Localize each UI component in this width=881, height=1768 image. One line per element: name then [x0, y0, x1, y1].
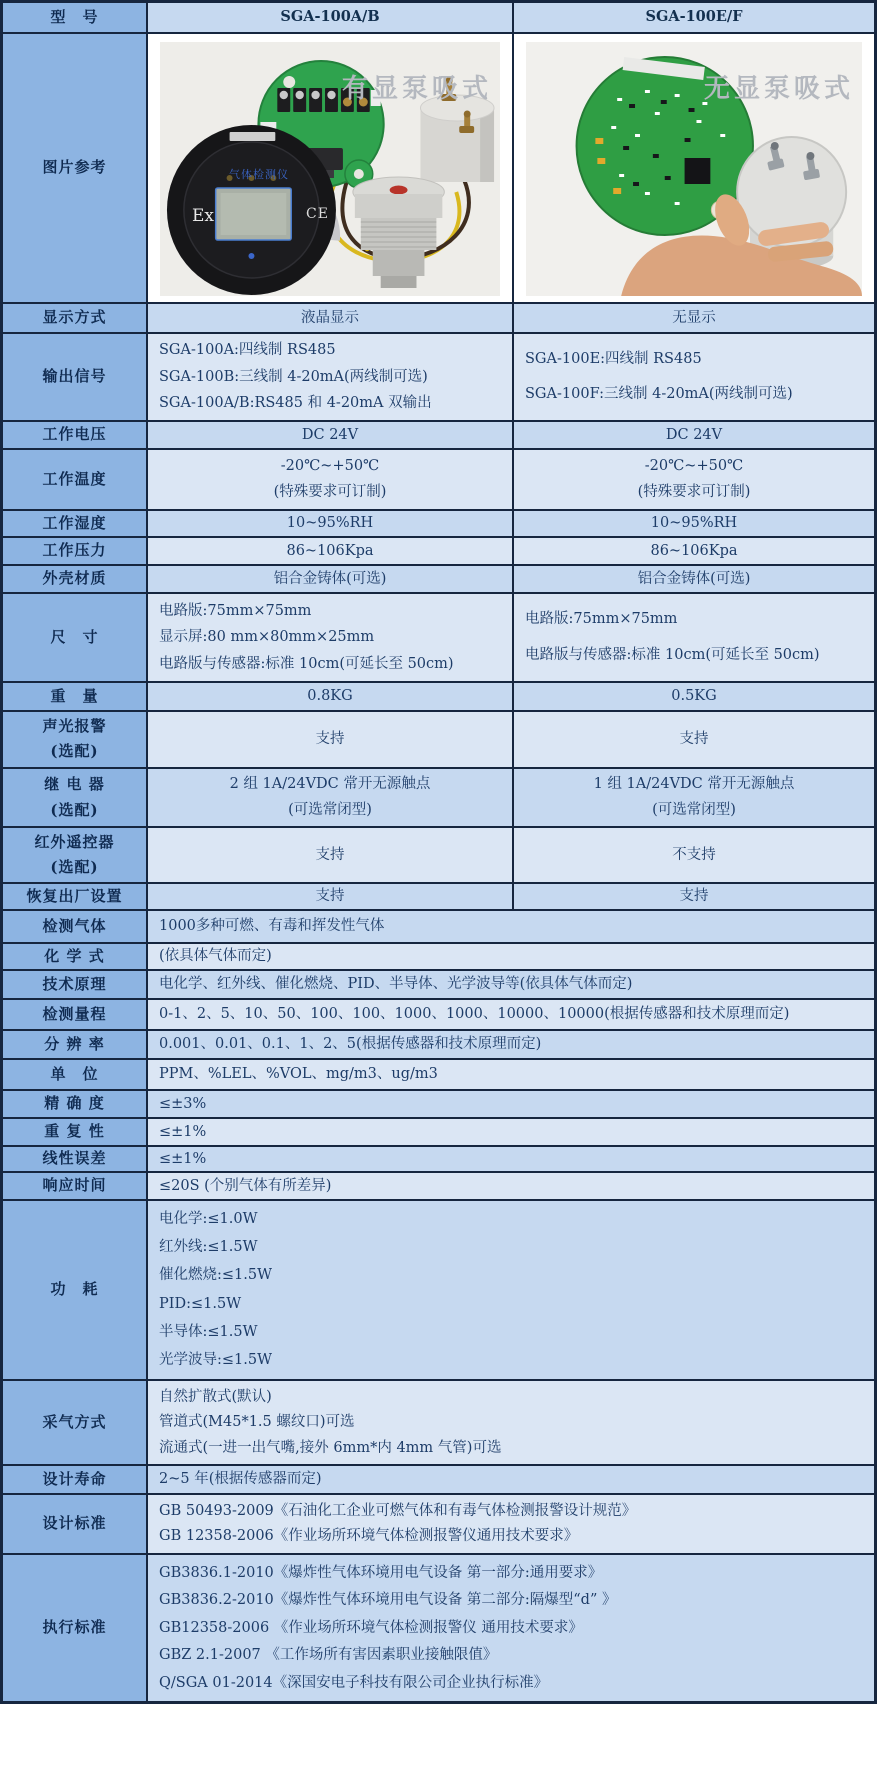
value-cell-a — [148, 884, 514, 909]
value-cell-b — [514, 683, 874, 710]
row-label: 红外遥控器 (选配) — [3, 828, 148, 882]
value-cell-a — [148, 769, 514, 826]
spec-value: 10~95%RH — [286, 515, 374, 532]
header-model-label-cell — [3, 3, 148, 32]
value-cell-full — [148, 1147, 874, 1171]
spec-value: 支持 — [679, 731, 709, 748]
spec-value: SGA-100A/B:RS485 和 4-20mA 双输出 — [159, 394, 432, 411]
spec-value: PID:≤1.5W — [159, 1295, 242, 1312]
value-cell-a — [148, 712, 514, 767]
value-cell-b — [514, 304, 874, 332]
spec-value: 不支持 — [672, 846, 716, 863]
spec-value: 支持 — [315, 731, 345, 748]
table-row — [3, 911, 874, 944]
value-cell-a — [148, 422, 514, 448]
spec-value: SGA-100B:三线制 4-20mA(两线制可选) — [159, 368, 428, 385]
spec-value: 无显示 — [672, 309, 716, 326]
spec-value: 0.8KG — [307, 688, 353, 705]
row-label: 设计标准 — [3, 1495, 148, 1553]
row-label: 工作湿度 — [3, 511, 148, 536]
row-label: 响应时间 — [3, 1173, 148, 1199]
value-cell-full — [148, 971, 874, 998]
row-label: 工作温度 — [3, 450, 148, 509]
spec-value: 半导体:≤1.5W — [159, 1323, 258, 1340]
value-cell-a — [148, 511, 514, 536]
header-model-a-cell — [148, 3, 514, 32]
image-row — [3, 34, 874, 304]
value-cell-b — [514, 566, 874, 592]
model-b-name: SGA-100E/F — [645, 8, 743, 26]
value-cell-b — [514, 712, 874, 767]
row-label: 继 电 器 (选配) — [3, 769, 148, 826]
value-cell-full — [148, 1031, 874, 1058]
value-cell-b — [514, 450, 874, 509]
spec-value: ≤±1% — [159, 1123, 207, 1140]
row-label: 化 学 式 — [3, 944, 148, 969]
spec-value: 86~106Kpa — [650, 542, 738, 559]
spec-value: 光学波导:≤1.5W — [159, 1351, 272, 1368]
value-cell-full — [148, 1000, 874, 1029]
spec-value: SGA-100F:三线制 4-20mA(两线制可选) — [525, 386, 793, 403]
spec-value: 支持 — [679, 888, 709, 905]
spec-value: (可选常闭型) — [288, 801, 372, 818]
spec-value: Q/SGA 01-2014《深国安电子科技有限公司企业执行标准》 — [159, 1674, 549, 1691]
value-cell-full — [148, 1201, 874, 1379]
ce-mark: CE — [306, 206, 329, 222]
spec-value: 电路版:75mm×75mm — [525, 611, 678, 628]
header-model-b-cell — [514, 3, 874, 32]
table-row — [3, 1495, 874, 1555]
value-cell-b — [514, 538, 874, 564]
photo-cell-sga100ef — [514, 34, 874, 302]
table-row — [3, 1147, 874, 1173]
spec-value: 0.5KG — [671, 688, 717, 705]
spec-value: (特殊要求可订制) — [637, 484, 751, 501]
spec-value: 电路版:75mm×75mm — [159, 602, 312, 619]
spec-value: ≤±1% — [159, 1150, 207, 1167]
row-label: 检测气体 — [3, 911, 148, 942]
table-row — [3, 511, 874, 538]
row-label: 声光报警 (选配) — [3, 712, 148, 767]
spec-value: GB12358-2006 《作业场所环境气体检测报警仪 通用技术要求》 — [159, 1619, 583, 1636]
value-cell-full — [148, 1466, 874, 1493]
row-label: 线性误差 — [3, 1147, 148, 1171]
value-cell-b — [514, 884, 874, 909]
spec-value: 自然扩散式(默认) — [159, 1388, 272, 1405]
value-cell-a — [148, 304, 514, 332]
row-label: 检测量程 — [3, 1000, 148, 1029]
spec-value: PPM、%LEL、%VOL、mg/m3、ug/m3 — [159, 1066, 438, 1083]
spec-value: (特殊要求可订制) — [273, 484, 387, 501]
value-cell-b — [514, 511, 874, 536]
spec-value: 电化学:≤1.0W — [159, 1211, 258, 1228]
spec-value: DC 24V — [301, 426, 359, 443]
value-cell-full — [148, 1119, 874, 1145]
table-row — [3, 1555, 874, 1701]
value-cell-full — [148, 911, 874, 942]
value-cell-full — [148, 1091, 874, 1117]
spec-value: GB 12358-2006《作业场所环境气体检测报警仪通用技术要求》 — [159, 1528, 579, 1545]
spec-value: ≤20S (个别气体有所差异) — [159, 1177, 332, 1194]
ex-mark: Ex — [192, 206, 214, 226]
row-label: 工作压力 — [3, 538, 148, 564]
value-cell-a — [148, 594, 514, 681]
spec-value: 铝合金铸体(可选) — [273, 570, 387, 587]
spec-value: 铝合金铸体(可选) — [637, 570, 751, 587]
value-cell-b — [514, 422, 874, 448]
spec-value: 2~5 年(根据传感器而定) — [159, 1471, 322, 1488]
spec-value: 电化学、红外线、催化燃烧、PID、半导体、光学波导等(依具体气体而定) — [159, 976, 633, 993]
value-cell-b — [514, 769, 874, 826]
table-row — [3, 1060, 874, 1091]
spec-value: -20℃~+50℃ — [644, 458, 744, 475]
row-label: 采气方式 — [3, 1381, 148, 1464]
value-cell-full — [148, 1060, 874, 1089]
row-label: 尺 寸 — [3, 594, 148, 681]
spec-value: 支持 — [315, 888, 345, 905]
row-label: 显示方式 — [3, 304, 148, 332]
photo-cell-sga100ab — [148, 34, 514, 302]
spec-value: GBZ 2.1-2007 《工作场所有害因素职业接触限值》 — [159, 1647, 498, 1664]
value-cell-a — [148, 334, 514, 420]
spec-value: -20℃~+50℃ — [280, 458, 380, 475]
table-row — [3, 1381, 874, 1466]
value-cell-a — [148, 538, 514, 564]
table-row — [3, 450, 874, 511]
row-label: 输出信号 — [3, 334, 148, 420]
spec-value: 电路版与传感器:标准 10cm(可延长至 50cm) — [525, 646, 820, 663]
table-header-row — [3, 3, 874, 34]
spec-value: ≤±3% — [159, 1095, 207, 1112]
spec-value: 催化燃烧:≤1.5W — [159, 1267, 272, 1284]
spec-value: 1000多种可燃、有毒和挥发性气体 — [159, 918, 385, 935]
row-label: 功 耗 — [3, 1201, 148, 1379]
spec-value: 管道式(M45*1.5 螺纹口)可选 — [159, 1414, 355, 1431]
model-a-name: SGA-100A/B — [280, 8, 380, 26]
spec-value: 2 组 1A/24VDC 常开无源触点 — [229, 776, 431, 793]
table-row — [3, 769, 874, 828]
spec-value: 1 组 1A/24VDC 常开无源触点 — [593, 776, 795, 793]
row-label: 设计寿命 — [3, 1466, 148, 1493]
value-cell-a — [148, 450, 514, 509]
row-label: 外壳材质 — [3, 566, 148, 592]
value-cell-a — [148, 566, 514, 592]
row-label: 重 复 性 — [3, 1119, 148, 1145]
table-row — [3, 1031, 874, 1060]
spec-value: (可选常闭型) — [652, 801, 736, 818]
table-row — [3, 594, 874, 683]
table-row — [3, 422, 874, 450]
row-label: 恢复出厂设置 — [3, 884, 148, 909]
spec-value: (依具体气体而定) — [159, 948, 272, 965]
value-cell-b — [514, 334, 874, 420]
spec-value: SGA-100E:四线制 RS485 — [525, 351, 702, 368]
value-cell-full — [148, 1555, 874, 1701]
value-cell-b — [514, 594, 874, 681]
table-row — [3, 1173, 874, 1201]
table-row — [3, 304, 874, 334]
table-row — [3, 566, 874, 594]
table-row — [3, 1119, 874, 1147]
spec-value: 支持 — [315, 846, 345, 863]
value-cell-full — [148, 1173, 874, 1199]
header-model-label: 型 号 — [50, 7, 99, 26]
value-cell-a — [148, 683, 514, 710]
row-label: 图片参考 — [3, 34, 148, 302]
spec-value: SGA-100A:四线制 RS485 — [159, 342, 336, 359]
spec-value: 0-1、2、5、10、50、100、100、1000、1000、10000、10000(根据传感器和技术原理而定) — [159, 1006, 790, 1023]
spec-value: GB3836.1-2010《爆炸性气体环境用电气设备 第一部分:通用要求》 — [159, 1564, 603, 1581]
spec-value: 显示屏:80 mm×80mm×25mm — [159, 629, 375, 646]
row-label: 重 量 — [3, 683, 148, 710]
spec-value: 0.001、0.01、0.1、1、2、5(根据传感器和技术原理而定) — [159, 1036, 542, 1053]
watermark-right: 无显泵吸式 — [703, 74, 854, 104]
row-label: 分 辨 率 — [3, 1031, 148, 1058]
table-row — [3, 712, 874, 769]
table-row — [3, 334, 874, 422]
table-row — [3, 683, 874, 712]
row-label: 工作电压 — [3, 422, 148, 448]
spec-value: 红外线:≤1.5W — [159, 1239, 258, 1256]
table-row — [3, 1091, 874, 1119]
row-label: 单 位 — [3, 1060, 148, 1089]
device-title-text: 气体检测仪 — [229, 168, 289, 181]
watermark-left: 有显泵吸式 — [341, 74, 492, 104]
value-cell-b — [514, 828, 874, 882]
row-label: 精 确 度 — [3, 1091, 148, 1117]
table-row — [3, 828, 874, 884]
table-row — [3, 1000, 874, 1031]
spec-value: 液晶显示 — [301, 309, 359, 326]
table-row — [3, 944, 874, 971]
value-cell-full — [148, 1381, 874, 1464]
table-row — [3, 884, 874, 911]
table-row — [3, 538, 874, 566]
value-cell-full — [148, 944, 874, 969]
table-row — [3, 1466, 874, 1495]
row-label: 执行标准 — [3, 1555, 148, 1701]
spec-value: 86~106Kpa — [286, 542, 374, 559]
table-row — [3, 1201, 874, 1381]
spec-value: 流通式(一进一出气嘴,接外 6mm*内 4mm 气管)可选 — [159, 1439, 502, 1456]
spec-value: DC 24V — [665, 426, 723, 443]
spec-value: GB 50493-2009《石油化工企业可燃气体和有毒气体检测报警设计规范》 — [159, 1502, 637, 1519]
table-row — [3, 971, 874, 1000]
value-cell-a — [148, 828, 514, 882]
value-cell-full — [148, 1495, 874, 1553]
spec-value: 电路版与传感器:标准 10cm(可延长至 50cm) — [159, 655, 454, 672]
row-label: 技术原理 — [3, 971, 148, 998]
spec-value: 10~95%RH — [650, 515, 738, 532]
spec-value: GB3836.2-2010《爆炸性气体环境用电气设备 第二部分:隔爆型“d” 》 — [159, 1592, 617, 1609]
